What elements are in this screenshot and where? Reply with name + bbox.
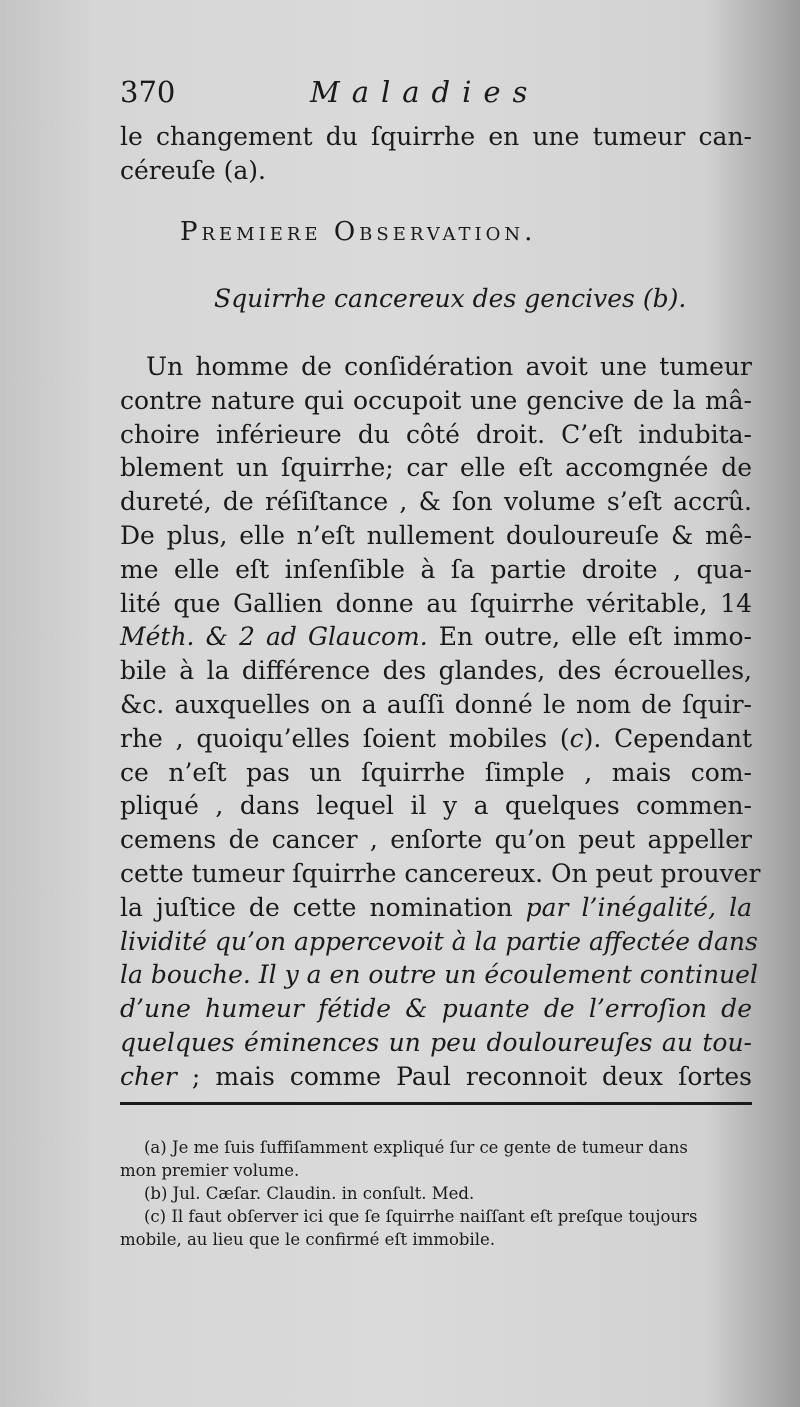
paragraph-line <box>120 756 752 790</box>
text-line: le changement du ſquirrhe en une tumeur can- <box>120 122 752 151</box>
text-segment: ce n’eſt pas un ſquirrhe ſimple , mais com- <box>120 757 752 787</box>
text-segment: ). Cependant <box>583 723 753 753</box>
text-segment: En outre, elle eſt immo- <box>427 622 752 652</box>
paragraph-line <box>120 620 752 654</box>
footnote-line: (a) Je me ſuis ſuffiſamment expliqué ſur ce gente de tumeur dans <box>144 1138 688 1157</box>
text-segment: Un homme de conſidération avoit une tumeur <box>146 352 752 381</box>
text-segment: lité que Gallien donne au ſquirrhe véritable, 14 <box>120 588 752 618</box>
paragraph-line <box>120 418 752 452</box>
text-segment: ; mais comme Paul reconnoit deux ſortes <box>176 1061 752 1091</box>
text-segment: quelques éminences un peu douloureuſes au tou- <box>120 1027 752 1057</box>
text-segment: bile à la différence des glandes, des écrouelles, <box>120 656 752 686</box>
text-segment: contre nature qui occupoit une gencive de la mâ- <box>120 385 752 415</box>
footnote <box>120 1205 756 1251</box>
paragraph-line <box>120 958 758 992</box>
text-segment: cemens de cancer , enſorte qu’on peut appeller <box>120 825 752 855</box>
footnote <box>120 1182 756 1205</box>
footnote-line: mon premier volume. <box>120 1161 300 1180</box>
text-segment: choire inférieure du côté droit. C’eſt indubita- <box>120 419 752 449</box>
text-segment: blement un ſquirrhe; car elle eſt accomgnée de <box>120 453 752 483</box>
section-heading: Premiere Observation. <box>180 217 537 247</box>
paragraph-line <box>120 1060 752 1094</box>
text-segment: par l’inégalité, la <box>525 892 752 922</box>
page-number: 370 <box>120 75 176 109</box>
text-segment: De plus, elle n’eſt nullement douloureuſe & mê- <box>120 520 752 550</box>
paragraph-line <box>120 722 752 756</box>
paragraph-line <box>120 992 752 1026</box>
text-line: céreuſe (a). <box>120 155 266 185</box>
footnote-divider <box>120 1102 752 1105</box>
text-segment: cher <box>120 1061 177 1091</box>
paragraph-line <box>120 350 752 384</box>
continued-text <box>120 120 752 187</box>
text-segment: dureté, de réſiſtance , & ſon volume s’eſt accrû. <box>120 487 752 517</box>
footnote-line: (c) Il faut obſerver ici que ſe ſquirrhe naiſſant eſt preſque toujours <box>144 1207 698 1226</box>
paragraph-line <box>120 654 752 688</box>
text-segment: Méth. & 2 ad Glaucom. <box>120 622 428 652</box>
main-paragraph <box>120 350 761 1094</box>
paragraph-line <box>120 519 752 553</box>
paragraph-line <box>120 451 752 485</box>
running-title: Maladies <box>310 75 540 109</box>
paragraph-line <box>120 925 758 959</box>
paragraph-line <box>120 587 752 621</box>
paragraph-line <box>120 789 752 823</box>
paragraph-line <box>120 857 761 891</box>
footnote <box>120 1136 756 1182</box>
text-segment: cette tumeur ſquirrhe cancereux. On peut prouver <box>120 858 761 888</box>
paragraph-line <box>120 1026 752 1060</box>
text-segment: d’une humeur fétide & puante de l’erroſion de <box>120 994 752 1024</box>
text-segment: c <box>569 723 584 753</box>
subheading: Squirrhe cancereux des gencives (b). <box>214 284 687 313</box>
paragraph-line <box>120 891 752 925</box>
paragraph-line <box>120 553 752 587</box>
footnotes <box>120 1136 756 1251</box>
text-segment: pliqué , dans lequel il y a quelques commen- <box>120 791 752 821</box>
paragraph-line <box>120 823 752 857</box>
text-segment: &c. auxquelles on a auſſi donné le nom de ſquir- <box>120 689 752 719</box>
text-segment: la bouche. Il y a en outre un écoulement continuel <box>120 960 758 990</box>
paragraph-line <box>120 384 752 418</box>
text-segment: me elle eſt inſenſible à ſa partie droite , qua- <box>120 554 752 584</box>
footnote-line: mobile, au lieu que le confirmé eſt immobile. <box>120 1230 496 1249</box>
paragraph-line <box>120 485 752 519</box>
text-segment: lividité qu’on appercevoit à la partie affectée dans <box>120 926 758 956</box>
paragraph-line <box>120 688 752 722</box>
footnote-line: (b) Jul. Cæſar. Claudin. in conſult. Med. <box>144 1184 475 1203</box>
text-segment: la juſtice de cette nomination <box>120 892 526 922</box>
text-segment: rhe , quoiqu’elles ſoient mobiles ( <box>120 723 570 753</box>
